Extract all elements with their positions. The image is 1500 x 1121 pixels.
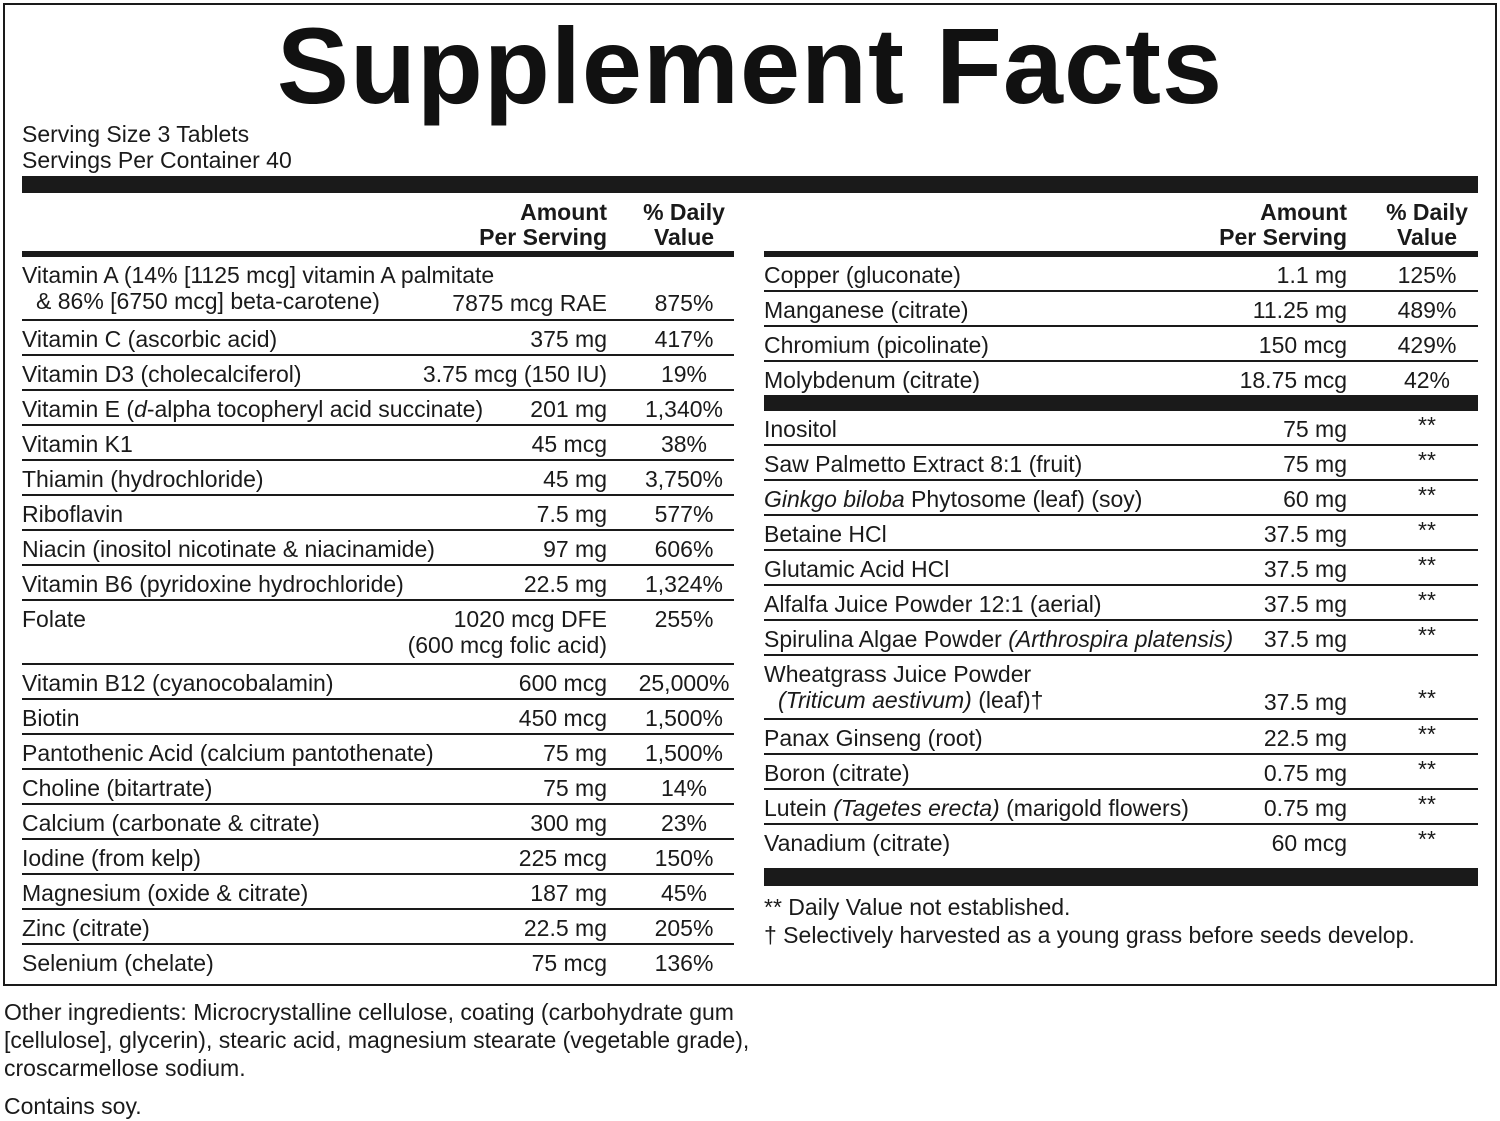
nutrient-name: Magnesium (oxide & citrate) <box>22 880 309 906</box>
amount-per-serving-header-right <box>1214 200 1347 250</box>
left-column-header <box>22 196 734 257</box>
amount-per-serving: 201 mg <box>530 396 607 422</box>
nutrient-row <box>764 481 1478 516</box>
daily-value: 1,324% <box>644 571 723 597</box>
amount-per-serving: 75 mg <box>1283 416 1347 442</box>
amount-per-serving: 45 mcg <box>531 431 607 457</box>
amount-per-serving: 300 mg <box>530 810 607 836</box>
dv-header-line2: Value <box>653 224 715 250</box>
amount-header-line1: Amount <box>1260 199 1347 225</box>
name-part-italic: (Arthrospira platensis) <box>1008 626 1234 652</box>
nutrient-name-line2 <box>778 687 1043 714</box>
nutrient-name: Folate <box>22 606 86 632</box>
daily-value: ** <box>1418 826 1436 852</box>
daily-value: ** <box>1418 447 1436 473</box>
nutrient-row <box>764 621 1478 656</box>
daily-value: 875% <box>654 290 714 316</box>
daily-value: 136% <box>654 950 714 976</box>
allergen-statement: Contains soy. <box>4 1093 142 1119</box>
nutrient-name: Glutamic Acid HCl <box>764 556 950 582</box>
daily-value: 577% <box>654 501 714 527</box>
right-nutrient-list-a <box>764 257 1478 395</box>
amount-per-serving: 37.5 mg <box>1263 521 1347 547</box>
nutrient-row <box>764 257 1478 292</box>
amount-per-serving: 37.5 mg <box>1263 689 1347 715</box>
amount-per-serving: 75 mg <box>543 775 607 801</box>
amount-per-serving: 37.5 mg <box>1263 626 1347 652</box>
amount-per-serving: 0.75 mg <box>1263 795 1347 821</box>
nutrient-name: Choline (bitartrate) <box>22 775 213 801</box>
nutrient-row <box>764 586 1478 621</box>
nutrient-row <box>22 700 734 735</box>
amount-per-serving: 22.5 mg <box>1263 725 1347 751</box>
nutrient-name: Vitamin A (14% [1125 mcg] vitamin A palmitate <box>22 262 495 288</box>
footnote-dagger: † Selectively harvested as a young grass before seeds develop. <box>764 922 1415 948</box>
nutrient-name: Niacin (inositol nicotinate & niacinamide) <box>22 536 435 562</box>
amount-per-serving: 375 mg <box>530 326 607 352</box>
nutrient-name: Iodine (from kelp) <box>22 845 201 871</box>
nutrient-name: Wheatgrass Juice Powder <box>764 661 1032 687</box>
daily-value: ** <box>1418 587 1436 613</box>
amount-per-serving: 75 mg <box>543 740 607 766</box>
amount-per-serving: 187 mg <box>530 880 607 906</box>
daily-value-header-right <box>1376 200 1478 250</box>
nutrient-row <box>22 945 734 978</box>
daily-value: 150% <box>654 845 714 871</box>
right-nutrient-list-b <box>764 411 1478 858</box>
bottom-divider <box>764 868 1478 886</box>
nutrient-name: Vitamin B6 (pyridoxine hydrochloride) <box>22 571 404 597</box>
name-part-italic: d <box>134 396 147 422</box>
nutrient-name: Inositol <box>764 416 837 442</box>
amount-per-serving: 75 mcg <box>531 950 607 976</box>
daily-value: ** <box>1418 721 1436 747</box>
nutrient-row <box>22 840 734 875</box>
daily-value: 417% <box>654 326 714 352</box>
nutrient-name: Manganese (citrate) <box>764 297 969 323</box>
name-part: Vitamin E ( <box>22 396 135 422</box>
nutrient-name: Zinc (citrate) <box>22 915 150 941</box>
nutrient-row <box>764 327 1478 362</box>
amount-per-serving: 225 mcg <box>518 845 607 871</box>
nutrient-row <box>22 910 734 945</box>
amount-header-line2: Per Serving <box>479 224 607 250</box>
amount-per-serving: 45 mg <box>543 466 607 492</box>
nutrient-row <box>764 292 1478 327</box>
nutrient-row <box>22 531 734 566</box>
amount-per-serving: 37.5 mg <box>1263 591 1347 617</box>
daily-value: 25,000% <box>638 670 730 696</box>
daily-value: 1,500% <box>644 740 723 766</box>
daily-value: 38% <box>660 431 708 457</box>
daily-value: 19% <box>660 361 708 387</box>
nutrient-name: Vitamin D3 (cholecalciferol) <box>22 361 302 387</box>
nutrient-row <box>764 720 1478 755</box>
nutrient-name-line2: & 86% [6750 mcg] beta-carotene) <box>36 288 380 314</box>
nutrient-name: Vitamin K1 <box>22 431 133 457</box>
name-part: Lutein <box>764 795 834 821</box>
amount-per-serving: 60 mcg <box>1271 830 1347 856</box>
daily-value: ** <box>1418 622 1436 648</box>
amount-per-serving: 1020 mcg DFE <box>453 606 607 632</box>
dv-header-line1: % Daily <box>643 199 725 225</box>
daily-value: 23% <box>660 810 708 836</box>
nutrient-name: Chromium (picolinate) <box>764 332 989 358</box>
section-divider <box>764 395 1478 411</box>
amount-per-serving: 1.1 mg <box>1276 262 1347 288</box>
nutrient-row <box>22 770 734 805</box>
nutrient-name: Vitamin C (ascorbic acid) <box>22 326 278 352</box>
nutrient-name: Calcium (carbonate & citrate) <box>22 810 320 836</box>
nutrient-row <box>22 461 734 496</box>
dv-header-line1: % Daily <box>1386 199 1468 225</box>
daily-value: 1,340% <box>644 396 723 422</box>
name-part: (leaf)† <box>971 687 1044 713</box>
nutrient-name <box>764 795 1189 822</box>
nutrient-name: Selenium (chelate) <box>22 950 214 976</box>
nutrient-row <box>22 601 734 665</box>
amount-per-serving: 11.25 mg <box>1252 297 1347 323</box>
amount-per-serving: 37.5 mg <box>1263 556 1347 582</box>
daily-value: 14% <box>660 775 708 801</box>
nutrient-row <box>764 362 1478 395</box>
nutrient-row <box>22 665 734 700</box>
nutrient-row <box>22 496 734 531</box>
footnote-dv: ** Daily Value not established. <box>764 894 1071 920</box>
daily-value-header <box>634 200 734 250</box>
nutrient-row <box>22 321 734 356</box>
daily-value: ** <box>1418 552 1436 578</box>
name-part: Spirulina Algae Powder <box>764 626 1009 652</box>
nutrient-name: Riboflavin <box>22 501 123 527</box>
amount-detail: (600 mcg folic acid) <box>407 632 607 658</box>
amount-per-serving: 7.5 mg <box>536 501 607 527</box>
daily-value: ** <box>1418 482 1436 508</box>
daily-value: 429% <box>1397 332 1457 358</box>
amount-per-serving: 600 mcg <box>518 670 607 696</box>
daily-value: ** <box>1418 517 1436 543</box>
left-column <box>22 196 734 978</box>
servings-per-container: Servings Per Container 40 <box>22 147 292 173</box>
nutrient-name: Alfalfa Juice Powder 12:1 (aerial) <box>764 591 1102 617</box>
nutrient-row <box>22 257 734 321</box>
amount-per-serving: 450 mcg <box>518 705 607 731</box>
amount-per-serving: 0.75 mg <box>1263 760 1347 786</box>
nutrient-row <box>22 356 734 391</box>
daily-value: 606% <box>654 536 714 562</box>
daily-value: 205% <box>654 915 714 941</box>
amount-header-line2: Per Serving <box>1219 224 1347 250</box>
daily-value: 3,750% <box>644 466 723 492</box>
nutrient-name: Vanadium (citrate) <box>764 830 951 856</box>
name-part-italic: (Triticum aestivum) <box>778 687 972 713</box>
nutrient-row <box>22 735 734 770</box>
nutrient-row <box>764 516 1478 551</box>
serving-size: Serving Size 3 Tablets <box>22 121 250 147</box>
left-nutrient-list <box>22 257 734 978</box>
daily-value: 125% <box>1397 262 1457 288</box>
name-part: (marigold flowers) <box>999 795 1189 821</box>
amount-per-serving: 75 mg <box>1283 451 1347 477</box>
amount-per-serving: 22.5 mg <box>523 571 607 597</box>
nutrient-name: Biotin <box>22 705 80 731</box>
nutrient-row <box>764 446 1478 481</box>
nutrient-name: Boron (citrate) <box>764 760 910 786</box>
name-part: -alpha tocopheryl acid succinate) <box>146 396 484 422</box>
nutrient-name: Pantothenic Acid (calcium pantothenate) <box>22 740 434 766</box>
nutrient-name <box>764 486 1142 513</box>
nutrient-row <box>22 391 734 426</box>
nutrient-name: Vitamin B12 (cyanocobalamin) <box>22 670 334 696</box>
nutrient-row <box>764 551 1478 586</box>
daily-value: ** <box>1418 412 1436 438</box>
name-part-italic: (Tagetes erecta) <box>833 795 1000 821</box>
nutrient-row <box>764 790 1478 825</box>
thick-divider <box>22 176 1478 193</box>
amount-per-serving: 7875 mcg RAE <box>452 290 607 316</box>
nutrient-name <box>764 626 1233 653</box>
amount-per-serving: 22.5 mg <box>523 915 607 941</box>
panel-title: Supplement Facts <box>276 5 1224 126</box>
daily-value: 45% <box>660 880 708 906</box>
name-part: Phytosome (leaf) (soy) <box>904 486 1143 512</box>
daily-value: 489% <box>1397 297 1457 323</box>
daily-value: ** <box>1418 791 1436 817</box>
nutrient-row <box>764 825 1478 858</box>
daily-value: 255% <box>654 606 714 632</box>
daily-value: ** <box>1418 756 1436 782</box>
nutrient-row <box>764 411 1478 446</box>
amount-header-line1: Amount <box>520 199 607 225</box>
dv-header-line2: Value <box>1396 224 1458 250</box>
nutrient-row <box>764 656 1478 720</box>
nutrient-name: Thiamin (hydrochloride) <box>22 466 264 492</box>
nutrient-row <box>22 805 734 840</box>
amount-per-serving: 18.75 mcg <box>1239 367 1347 393</box>
nutrient-name: Saw Palmetto Extract 8:1 (fruit) <box>764 451 1083 477</box>
daily-value: 1,500% <box>644 705 723 731</box>
daily-value: 42% <box>1403 367 1451 393</box>
nutrient-row <box>22 875 734 910</box>
nutrient-row <box>764 755 1478 790</box>
nutrient-name <box>22 396 483 423</box>
nutrient-name: Panax Ginseng (root) <box>764 725 983 751</box>
amount-per-serving-header <box>472 200 607 250</box>
name-part-italic: Ginkgo biloba <box>764 486 905 512</box>
nutrient-row <box>22 426 734 461</box>
nutrient-row <box>22 566 734 601</box>
amount-per-serving: 60 mg <box>1283 486 1347 512</box>
nutrient-name: Betaine HCl <box>764 521 887 547</box>
nutrient-name: Copper (gluconate) <box>764 262 961 288</box>
daily-value: ** <box>1418 685 1436 711</box>
other-ingredients: Other ingredients: Microcrystalline cellulose, coating (carbohydrate gum [cellulose], glycerin), stearic acid, magnesium stearate (vegetable grade), croscarmellose sodium. <box>4 999 750 1081</box>
amount-per-serving: 150 mcg <box>1258 332 1347 358</box>
amount-per-serving: 3.75 mcg (150 IU) <box>422 361 607 387</box>
nutrient-name: Molybdenum (citrate) <box>764 367 981 393</box>
right-column <box>764 196 1478 858</box>
right-column-header <box>764 196 1478 257</box>
amount-per-serving: 97 mg <box>543 536 607 562</box>
